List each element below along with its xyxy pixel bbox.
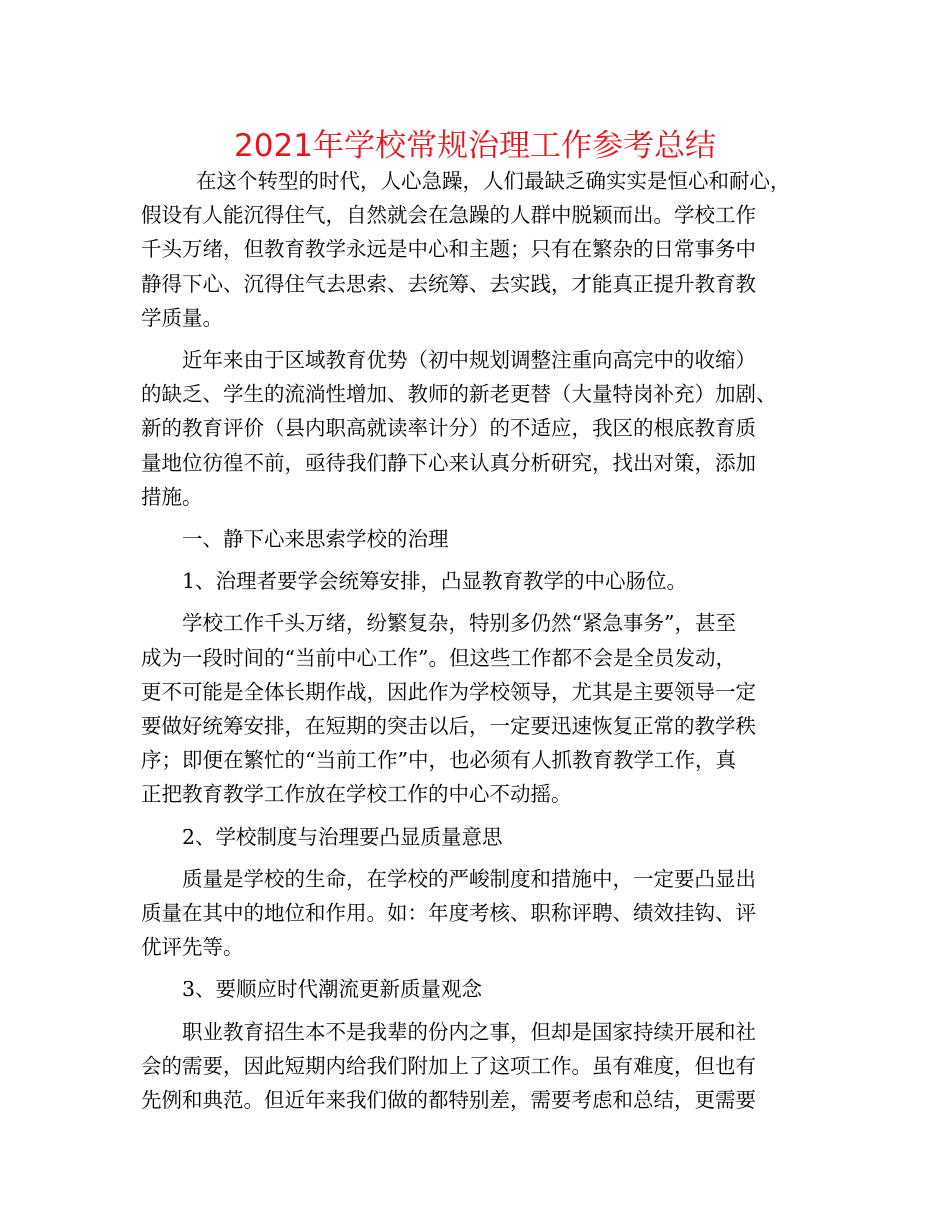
text-line: 先例和典范。但近年来我们做的都特别差，需要考虑和总结，更需要 — [141, 1088, 756, 1113]
text-line: 一、静下心来思索学校的治理 — [182, 527, 449, 552]
subsection-heading-3 — [141, 972, 831, 1006]
text-line: 1、治理者要学会统筹安排，凸显教育教学的中心肠位。 — [182, 569, 688, 594]
text-line: 学质量。 — [141, 305, 223, 330]
paragraph-vocational — [141, 1015, 831, 1118]
text-line: 在这个转型的时代，人心急躁，人们最缺乏确实实是恒心和耐心， — [196, 169, 791, 193]
section-heading-1 — [141, 522, 831, 556]
text-line: 量地位彷徨不前，亟待我们静下心来认真分析研究，找出对策，添加 — [141, 450, 756, 475]
text-line: 序；即便在繁忙的“当前工作”中，也必须有人抓教育教学工作，真 — [141, 748, 736, 773]
paragraph-background — [141, 343, 831, 514]
text-line: 会的需要，因此短期内给我们附加上了这项工作。虽有难度，但也有 — [141, 1053, 756, 1078]
document-title: 2021年学校常规治理工作参考总结 — [234, 128, 716, 164]
paragraph-quality — [141, 862, 831, 965]
text-line: 质量在其中的地位和作用。如：年度考核、职称评聘、绩效挂钩、评 — [141, 901, 756, 926]
text-line: 的缺乏、学生的流淌性增加、教师的新老更替（大量特岗补充）加剧、 — [141, 382, 777, 407]
text-line: 措施。 — [141, 484, 203, 509]
text-line: 千头万绪，但教育教学永远是中心和主题；只有在繁杂的日常事务中 — [141, 237, 756, 262]
subsection-heading-2 — [141, 820, 831, 854]
text-line: 2、学校制度与治理要凸显质量意思 — [182, 824, 503, 849]
text-line: 3、要顺应时代潮流更新质量观念 — [182, 977, 483, 1002]
text-line: 成为一段时间的“当前中心工作”。但这些工作都不会是全员发动， — [141, 645, 736, 670]
subsection-heading-1 — [141, 564, 831, 598]
text-line: 质量是学校的生命，在学校的严峻制度和措施中，一定要凸显出 — [182, 866, 756, 891]
text-line: 新的教育评价（县内职高就读率计分）的不适应，我区的根底教育质 — [141, 416, 756, 441]
text-line: 近年来由于区域教育优势（初中规划调整注重向高完中的收缩） — [182, 348, 756, 373]
text-line: 正把教育教学工作放在学校工作的中心不动摇。 — [141, 782, 572, 807]
text-line: 假设有人能沉得住气，自然就会在急躁的人群中脱颖而出。学校工作 — [141, 203, 756, 228]
text-line: 学校工作千头万绪，纷繁复杂，特别多仍然“紧急事务”，甚至 — [182, 611, 736, 636]
text-line: 优评先等。 — [141, 935, 244, 960]
text-line: 职业教育招生本不是我辈的份内之事，但却是国家持续开展和社 — [182, 1019, 756, 1044]
text-line: 更不可能是全体长期作战，因此作为学校领导，尤其是主要领导一定 — [141, 679, 756, 704]
paragraph-coordination — [141, 606, 831, 811]
document-body — [141, 164, 831, 1117]
text-line: 要做好统筹安排，在短期的突击以后，一定要迅速恢复正常的教学秩 — [141, 714, 756, 739]
paragraph-intro — [141, 164, 831, 335]
text-line: 静得下心、沉得住气去思索、去统筹、去实践，才能真正提升教育教 — [141, 271, 756, 296]
